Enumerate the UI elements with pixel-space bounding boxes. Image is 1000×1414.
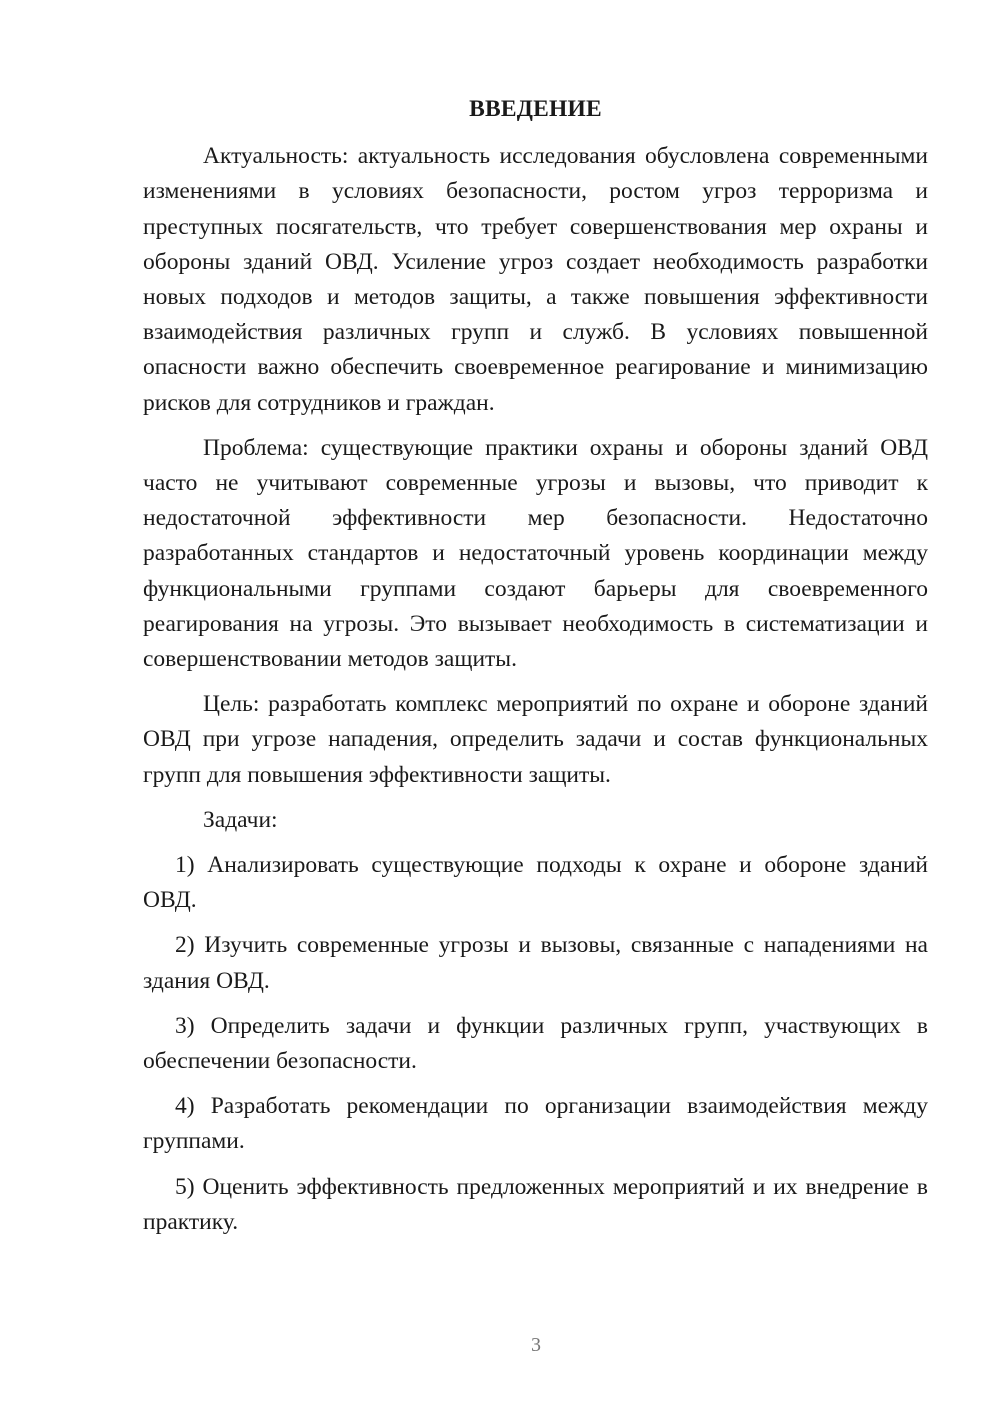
section-title: ВВЕДЕНИЕ bbox=[469, 96, 602, 122]
paragraph-relevance: Актуальность: актуальность исследования обусловлена современными изменениями в условиях безопасности, ростом угроз терроризма и преступных посягательств, что требует совершенствования мер охраны и обороны зданий ОВД. Усиление угроз создает необходимость разработки новых подходов и методов защиты, а также повышения эффективности взаимодействия различных групп и служб. В условиях повышенной опасности важно обеспечить своевременное реагирование и минимизацию рисков для сотрудников и граждан. bbox=[143, 143, 928, 416]
task-item-4: 4) Разработать рекомендации по организации взаимодействия между группами. bbox=[143, 1093, 928, 1155]
task-item-1: 1) Анализировать существующие подходы к охране и обороне зданий ОВД. bbox=[143, 852, 928, 914]
tasks-heading: Задачи: bbox=[203, 806, 278, 833]
task-item-3: 3) Определить задачи и функции различных групп, участвующих в обеспечении безопасности. bbox=[143, 1012, 928, 1075]
paragraph-problem: Проблема: существующие практики охраны и обороны зданий ОВД часто не учитывают современные угрозы и вызовы, что приводит к недостаточной эффективности мер безопасности. Недостаточно разработанных стандартов и недостаточный уровень координации между функциональными группами создают барьеры для своевременного реагирования на угрозы. Это вызывает необходимость в систематизации и совершенствовании методов защиты. bbox=[143, 434, 928, 673]
document-page bbox=[143, 92, 928, 1250]
paragraph-goal: Цель: разработать комплекс мероприятий по охране и обороне зданий ОВД при угрозе нападения, определить задачи и состав функциональных групп для повышения эффективности защиты. bbox=[143, 691, 928, 788]
page-number: 3 bbox=[531, 1334, 541, 1356]
task-item-2: 2) Изучить современные угрозы и вызовы, связанные с нападениями на здания ОВД. bbox=[143, 932, 928, 994]
task-item-5: 5) Оценить эффективность предложенных мероприятий и их внедрение в практику. bbox=[143, 1173, 928, 1235]
